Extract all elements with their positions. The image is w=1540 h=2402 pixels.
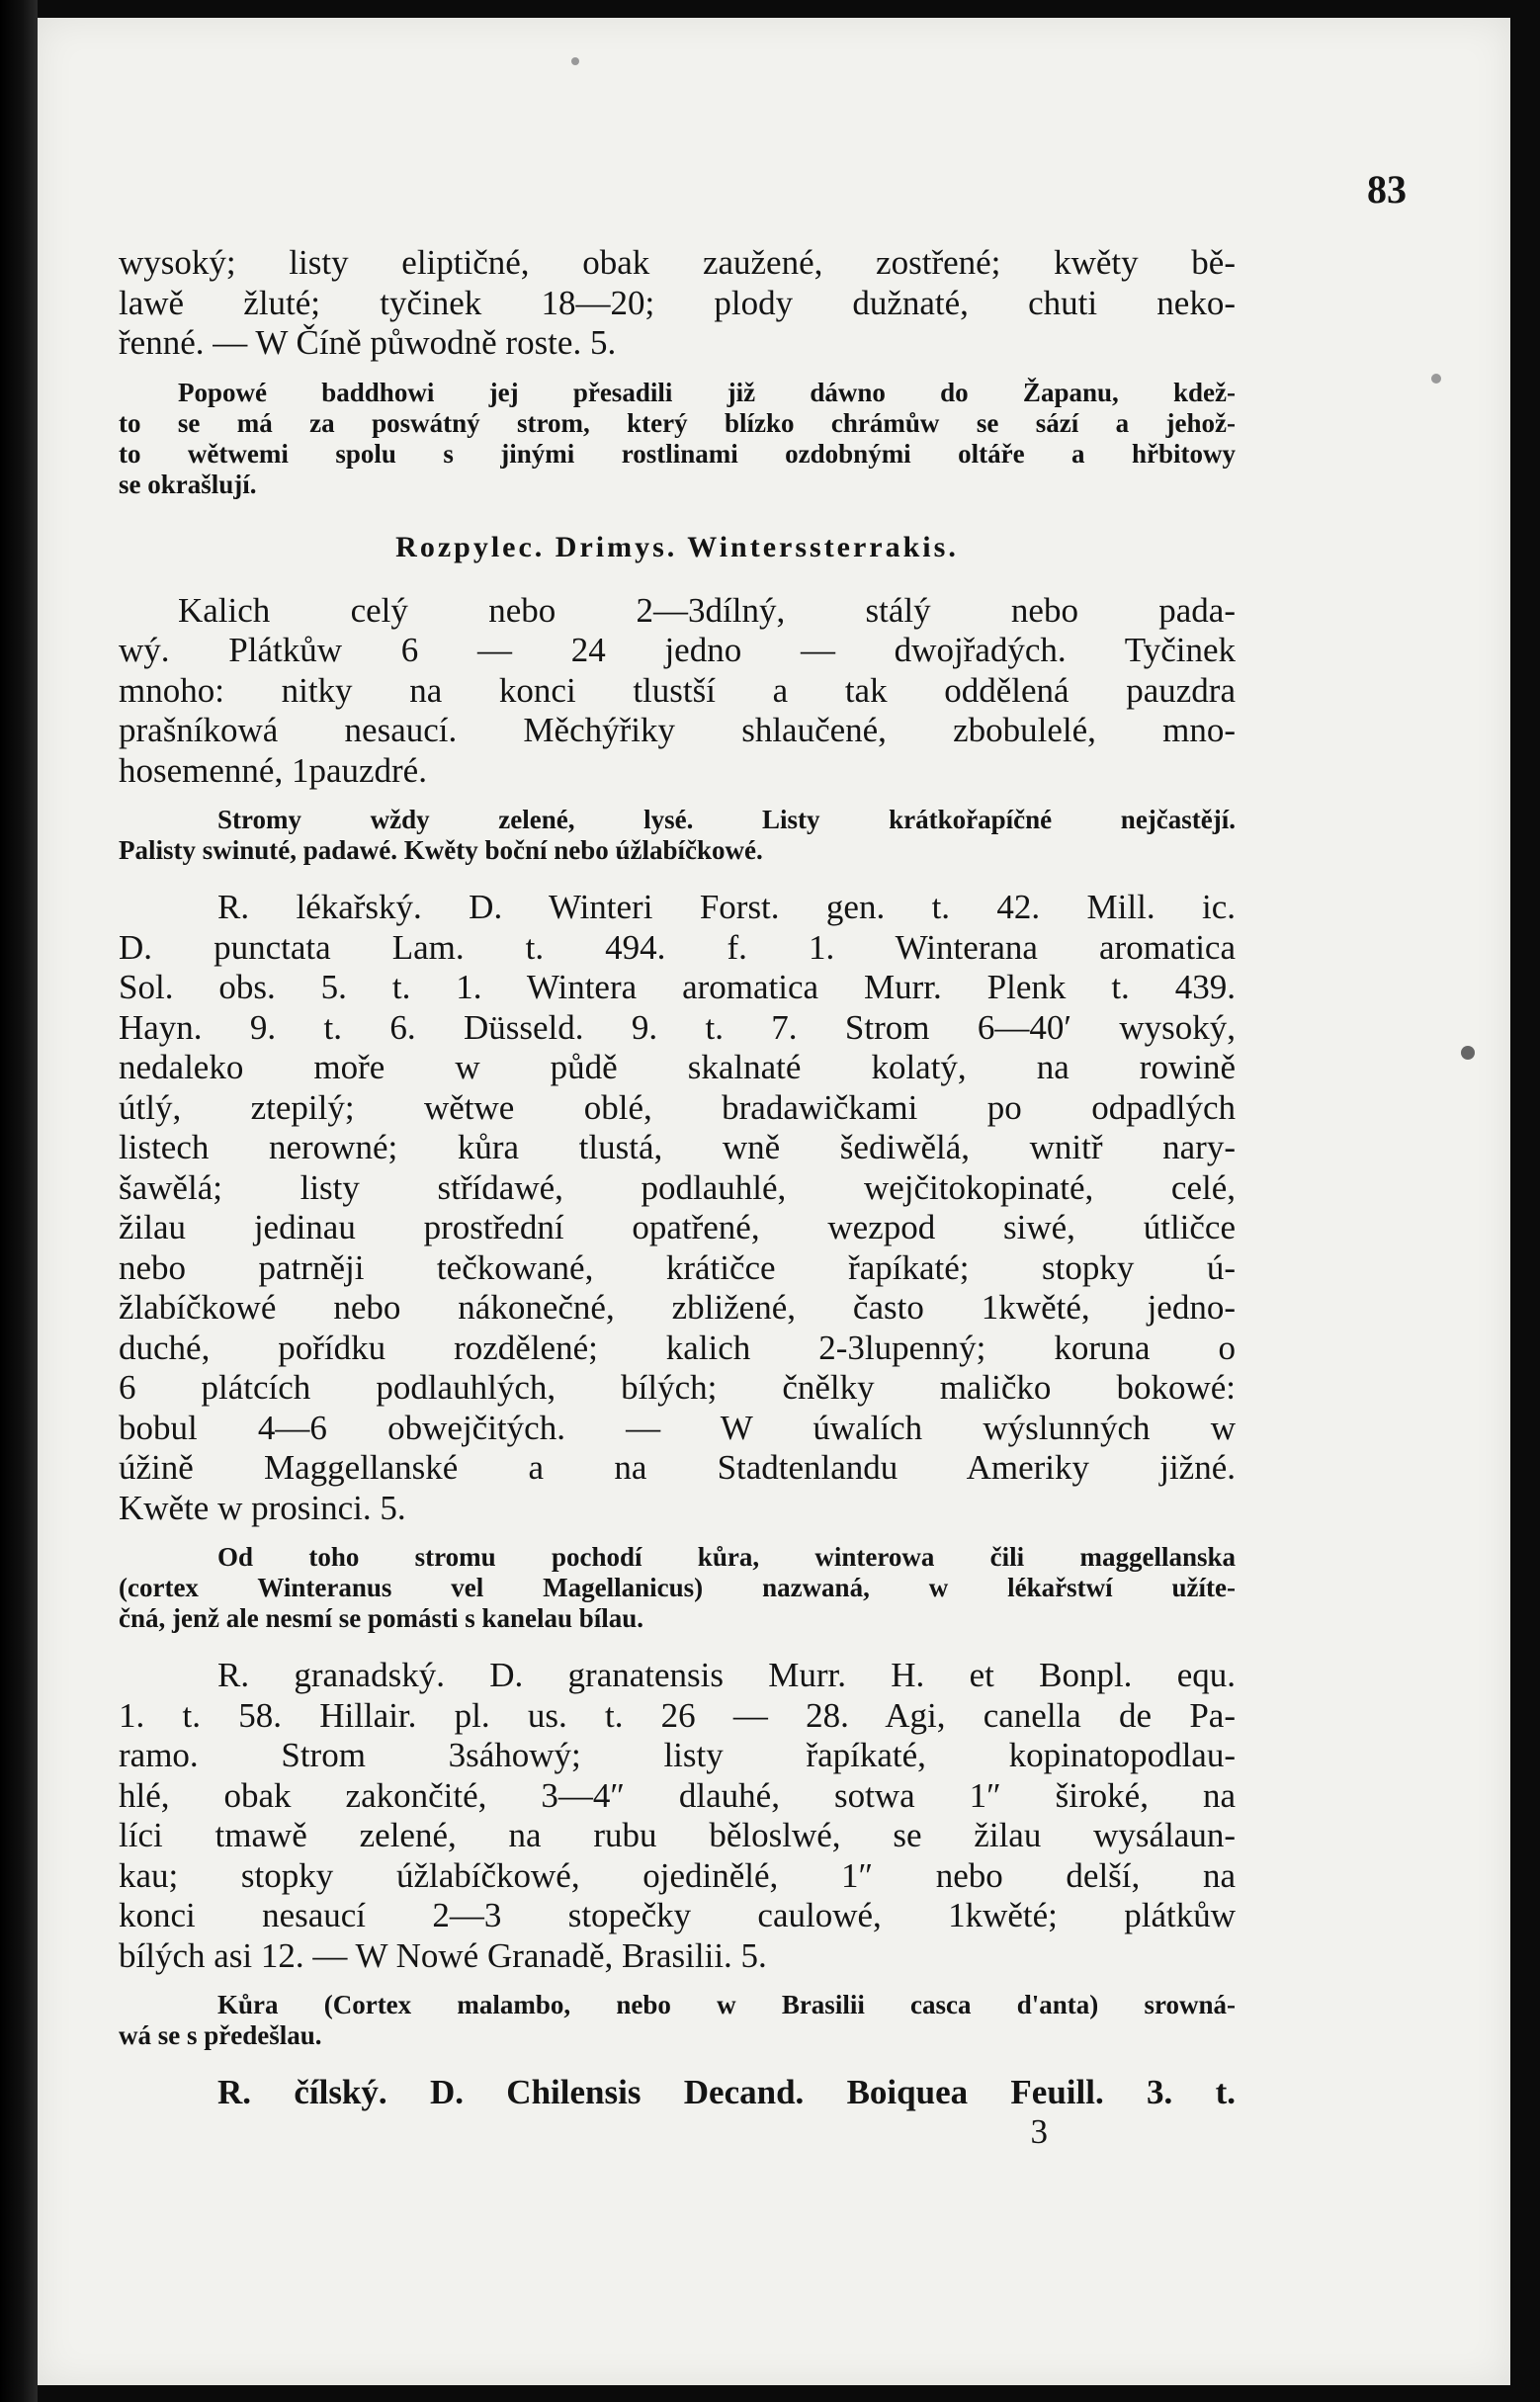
paper-speck <box>1461 1046 1475 1060</box>
species-granadsky <box>119 1656 1236 1976</box>
text-line: 6 plátcích podlauhlých, bílých; čnělky maličko bokowé: <box>119 1368 1236 1407</box>
note-line: Popowé baddhowi jej přesadili již dáwno do Žapanu, kdež- <box>178 377 1236 407</box>
block1-note <box>119 378 1236 500</box>
text-line: bílých asi 12. — W Nowé Granadě, Brasilii. 5. <box>119 1935 767 1975</box>
note-line: wá se s předešlau. <box>119 2020 322 2050</box>
text-line: Hayn. 9. t. 6. Düsseld. 9. t. 7. Strom 6—40′ wysoký, <box>119 1007 1236 1047</box>
text-line: konci nesaucí 2—3 stopečky caulowé, 1kwěté; plátkůw <box>119 1896 1236 1934</box>
species-granadsky-note <box>119 1990 1236 2051</box>
text-line: wý. Plátkůw 6 — 24 jedno — dwojřadých. Tyčinek <box>119 631 1236 669</box>
text-line: hosemenné, 1pauzdré. <box>119 750 427 790</box>
text-line: listech nerowné; kůra tlustá, wně šediwělá, wnitř nary- <box>119 1128 1236 1166</box>
text-line: šawělá; listy střídawé, podlauhlé, wejčitokopinaté, celé, <box>119 1167 1236 1207</box>
text-line: Sol. obs. 5. t. 1. Wintera aromatica Murr. Plenk t. 439. <box>119 968 1236 1006</box>
species-lekarsky <box>119 888 1236 1528</box>
species-cilsky <box>119 2073 1236 2113</box>
book-page <box>38 18 1510 2385</box>
text-line: R. granadský. D. granatensis Murr. H. et Bonpl. equ. <box>217 1656 1236 1694</box>
note-line: čná, jenž ale nesmí se pomásti s kanelau bílau. <box>119 1603 644 1633</box>
note-line: Kůra (Cortex malambo, nebo w Brasilii casca d'anta) srowná- <box>217 1990 1236 2019</box>
text-line: řenné. — W Číně půwodně roste. 5. <box>119 323 617 362</box>
page-number: 83 <box>1367 167 1407 212</box>
text-line: duché, pořídku rozdělené; kalich 2-3lupenný; koruna o <box>119 1328 1236 1367</box>
text-line: bobul 4—6 obwejčitých. — W úwalích wýslunných w <box>119 1408 1236 1447</box>
species-lekarsky-note <box>119 1542 1236 1634</box>
text-line: útlý, ztepilý; wětwe oblé, bradawičkami po odpadlých <box>119 1087 1236 1127</box>
text-line: Kalich celý nebo 2—3dílný, stálý nebo pada- <box>178 590 1236 630</box>
text-line: líci tmawě zelené, na rubu běloslwé, se žilau wysálaun- <box>119 1816 1236 1854</box>
text-line: wysoký; listy eliptičné, obak zaužené, zostřené; kwěty bě- <box>119 243 1236 282</box>
text-line: kau; stopky úžlabíčkowé, ojedinělé, 1″ nebo delší, na <box>119 1855 1236 1895</box>
text-line: R. lékařský. D. Winteri Forst. gen. t. 42. Mill. ic. <box>217 888 1236 926</box>
genus-note <box>119 805 1236 866</box>
text-line: nebo patrněji tečkowané, krátičce řapíkaté; stopky ú- <box>119 1247 1236 1287</box>
text-line: nedaleko moře w půdě skalnaté kolatý, na rowině <box>119 1048 1236 1086</box>
text-line: úžině Maggellanské a na Stadtenlandu Ameriky jižné. <box>119 1448 1236 1487</box>
note-line: (cortex Winteranus vel Magellanicus) nazwaná, w lékařstwí užíte- <box>119 1573 1236 1602</box>
genus-description <box>119 591 1236 792</box>
text-line: mnoho: nitky na konci tlustší a tak oddělená pauzdra <box>119 670 1236 710</box>
note-line: to wětwemi spolu s jinými rostlinami ozdobnými oltáře a hřbitowy <box>119 438 1236 469</box>
text-line: žilau jedinau prostřední opatřené, wezpod siwé, útličce <box>119 1208 1236 1246</box>
paper-speck <box>571 57 579 65</box>
text-line: lawě žluté; tyčinek 18—20; plody dužnaté, chuti neko- <box>119 283 1236 322</box>
page-text <box>119 243 1236 2151</box>
text-line: D. punctata Lam. t. 494. f. 1. Winterana aromatica <box>119 927 1236 967</box>
text-line: 1. t. 58. Hillair. pl. us. t. 26 — 28. Agi, canella de Pa- <box>119 1695 1236 1735</box>
text-line: R. čílský. D. Chilensis Decand. Boiquea Feuill. 3. t. <box>217 2073 1236 2111</box>
block1-text <box>119 243 1236 364</box>
note-line: Stromy wždy zelené, lysé. Listy krátkořapíčné nejčastějí. <box>217 805 1236 834</box>
paper-speck <box>1431 374 1441 384</box>
book-spine-shadow <box>0 0 38 2402</box>
text-line: ramo. Strom 3sáhowý; listy řapíkaté, kopinatopodlau- <box>119 1736 1236 1774</box>
genus-heading: Rozpylec. Drimys. Winterssterrakis. <box>395 530 959 563</box>
note-line: Palisty swinuté, padawé. Kwěty boční nebo úžlabíčkowé. <box>119 835 763 865</box>
text-line: Kwěte w prosinci. 5. <box>119 1488 406 1527</box>
text-line: hlé, obak zakončité, 3—4″ dlauhé, sotwa 1″ široké, na <box>119 1775 1236 1815</box>
note-line: to se má za poswátný strom, který blízko chrámůw se sází a jehož- <box>119 407 1236 438</box>
text-line: žlabíčkowé nebo nákonečné, zbližené, často 1kwěté, jedno- <box>119 1288 1236 1327</box>
text-line: prašníkowá nesaucí. Měchýřiky shlaučené, zbobulelé, mno- <box>119 711 1236 749</box>
note-line: se okrašlují. <box>119 469 257 499</box>
catchword: 3 <box>1030 2111 1048 2151</box>
note-line: Od toho stromu pochodí kůra, winterowa čili maggellanska <box>217 1542 1236 1572</box>
